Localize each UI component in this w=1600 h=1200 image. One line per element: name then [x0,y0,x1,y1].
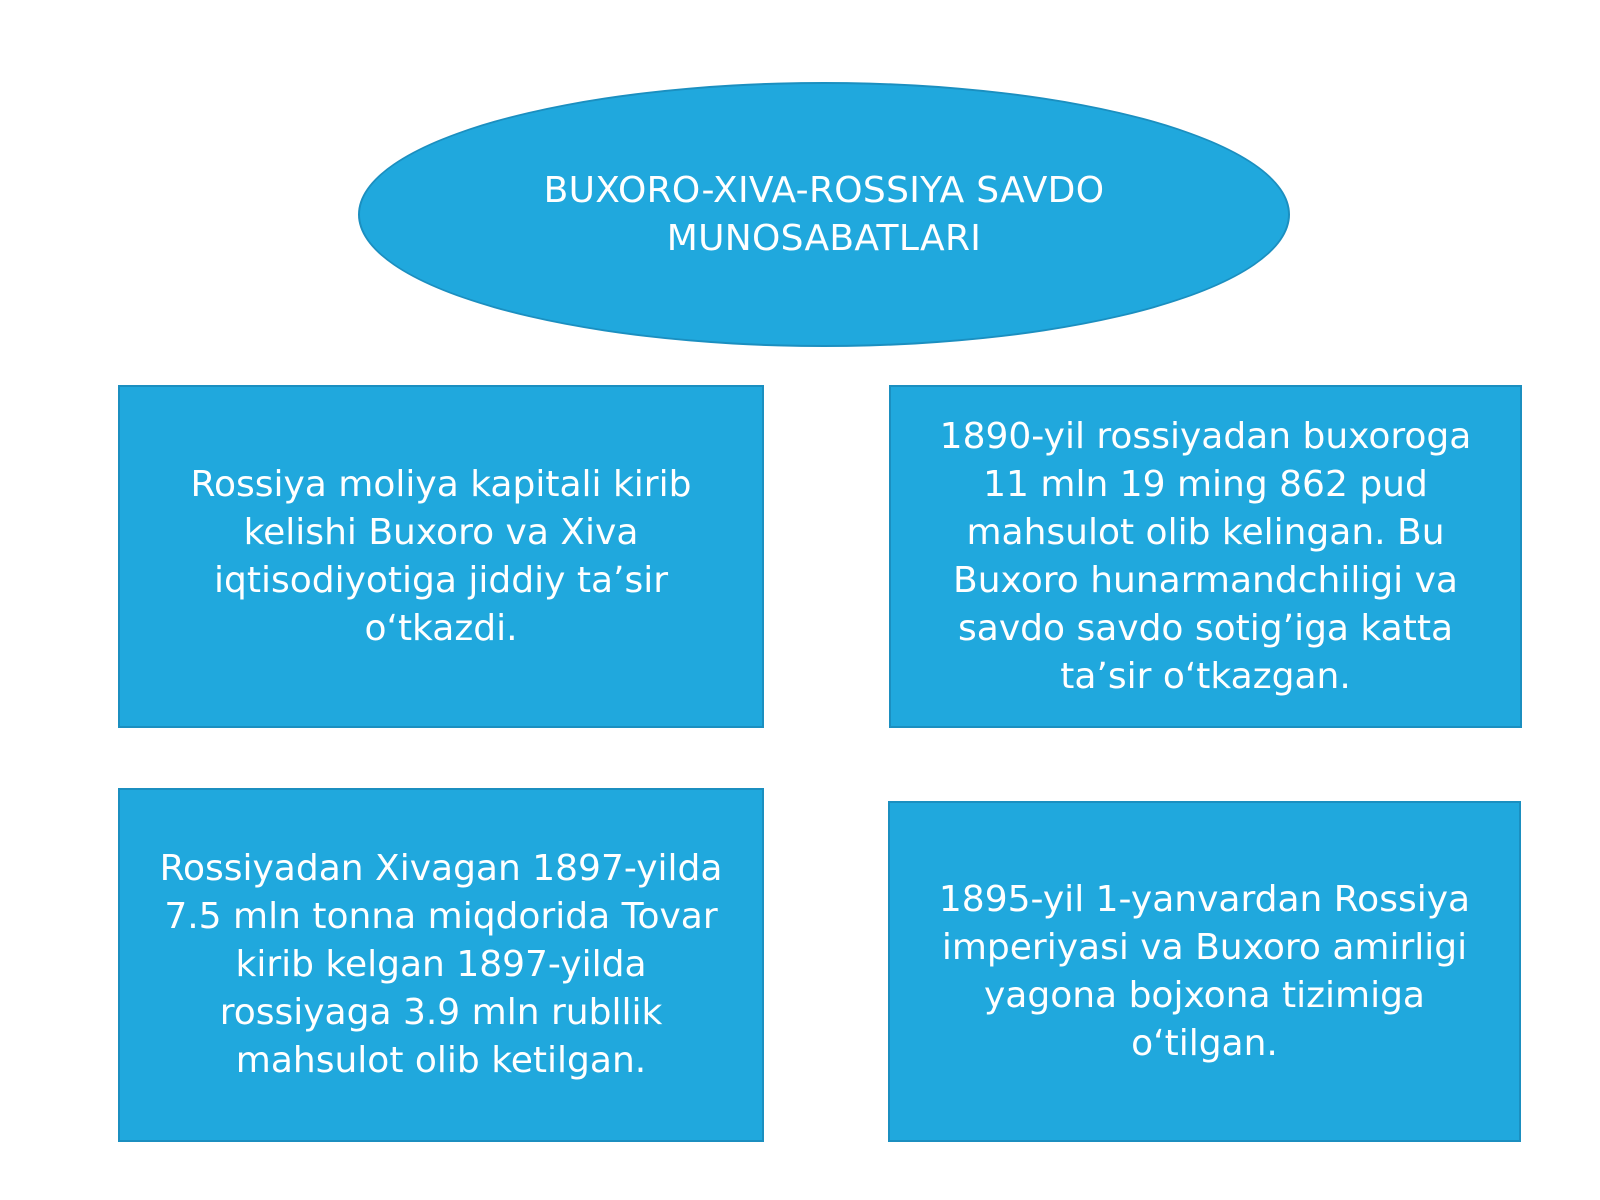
text-line: 1895-yil 1-yanvardan Rossiya [938,878,1471,920]
text-line: ta’sir o‘tkazgan. [1060,655,1351,697]
text-line: Rossiya moliya kapitali kirib [190,463,692,505]
text-line: Rossiyadan Xivagan 1897-yilda [159,848,723,889]
text-line: o‘tilgan. [1131,1022,1278,1064]
text-line: 1890-yil rossiyadan buxoroga [939,415,1472,457]
text-line: 11 mln 19 ming 862 pud [983,463,1428,505]
info-box-4-text [939,876,1470,1068]
text-line: kirib kelgan 1897-yilda [235,944,647,985]
text-line: yagona bojxona tizimiga [984,974,1425,1016]
title-line-2: MUNOSABATLARI [666,217,982,259]
text-line: iqtisodiyotiga jiddiy ta’sir [213,559,669,601]
text-line: mahsulot olib ketilgan. [235,1040,647,1081]
title-ellipse [358,82,1290,347]
info-box-1 [118,385,764,728]
text-line: 7.5 mln tonna miqdorida Tovar [164,896,718,937]
text-line: o‘tkazdi. [364,607,518,649]
text-line: imperiyasi va Buxoro amirligi [941,926,1468,968]
text-line: savdo savdo sotig’iga katta [958,607,1453,649]
diagram-title [514,167,1134,263]
info-box-2-text [940,413,1472,701]
info-box-3 [118,788,764,1142]
title-line-1: BUXORO-XIVA-ROSSIYA SAVDO [543,169,1105,211]
info-box-1-text [191,461,692,653]
info-box-2 [889,385,1522,728]
text-line: Buxoro hunarmandchiligi va [953,559,1458,601]
info-box-4 [888,801,1521,1142]
text-line: mahsulot olib kelingan. Bu [966,511,1445,553]
text-line: kelishi Buxoro va Xiva [243,511,639,553]
info-box-3-text [160,845,723,1085]
text-line: rossiyaga 3.9 mln rubllik [219,992,663,1033]
